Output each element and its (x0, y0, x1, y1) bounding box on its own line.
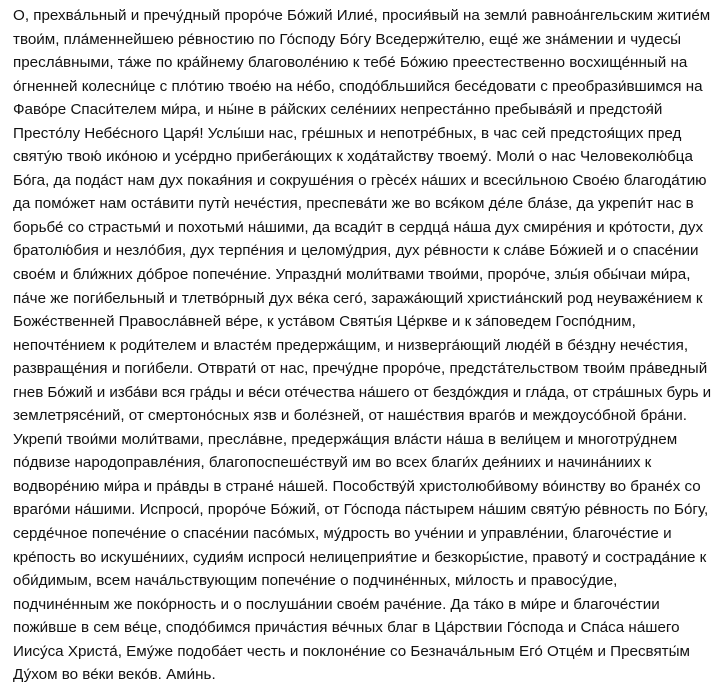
text-line: подчине́нным же поко́рность и о послуша́нии свое́м раче́ние. Да та́ко в ми́ре и благоче́стии (13, 595, 660, 613)
text-line: святу́ю твою́ ико́ною и усе́рдно прибега́ющих к хода́тайству твоему́. Моли́ о нас Человеколю́бца (13, 148, 693, 166)
text-line: Иису́са Христа́, Ему́же подоба́ет честь и поклоне́ние со Безнача́льным Его́ Отце́м и Пресвяты́м (13, 642, 690, 660)
text-line: по́двизе народоправле́ния, благопоспеше́ствуй им во всех благи́х дея́ниих и начина́ниих к (13, 454, 652, 472)
prayer-text (13, 4, 711, 687)
text-line: твои́м, пла́меннейшею ре́вностию по Го́споду Бо́гу Вседержи́телю, еще́ же зна́мении и чудесы́ (13, 30, 682, 48)
text-line: развраще́ния и поги́бели. Отврати́ от нас, пречу́дне проро́че, предста́тельством твои́м пра́ведный (13, 360, 708, 378)
text-line: оби́димым, всем нача́льствующим попече́ние о подчине́нных, ми́лость и правосу́дие, (13, 572, 618, 590)
text-line: пресла́вными, та́же по кра́йнему благоволе́нию к тебе́ Бо́жию преестественно восхище́нный на (13, 54, 688, 72)
text-line: О, прехва́льный и пречу́дный проро́че Бо́жий Илие́, просия́вый на земли́ равноа́нгельским житие́м (13, 7, 711, 24)
text-line: свое́м и бли́жних до́брое попече́ние. Упраздни́ моли́твами твои́ми, проро́че, злы́я обы́чаи ми́ра, (13, 266, 691, 284)
text-line: враго́ми на́шими. Испроси́, проро́че Бо́жий, от Го́спода па́стырем на́шим святу́ю ре́вность по Бо́гу, (13, 501, 709, 519)
text-line: Престо́лу Небе́сного Царя́! Услы́ши нас, гре́шных и непотре́бных, в час сей предстоя́щих пред (13, 124, 682, 142)
text-line: гнев Бо́жий и изба́ви вся гра́ды и ве́си оте́чества на́шего от бездо́ждия и гла́да, от стра́шных бурь и (13, 383, 712, 401)
text-line: о́гненней колесни́це с пло́тию твое́ю на не́бо, сподо́бльшийся бесе́довати с преобрази́вшимся на (13, 77, 703, 95)
text-line: землетрясе́ний, от смертоно́сных язв и боле́зней, от наше́ствия враго́в и междоусо́бной бра́ни. (13, 407, 687, 425)
text-line: па́че же поги́бельный и тлетво́рный дух ве́ка сего́, заража́ющий христиа́нский род неуваже́нием к (13, 289, 703, 307)
text-line: Укрепи́ твои́ми моли́твами, пресла́вне, предержа́щия вла́сти на́ша в вели́цем и многотру́днем (13, 430, 678, 448)
text-line: Бо́га, да пода́ст нам дух покая́ния и сокруше́ния о грѐсе́х на́ших и всеси́льною Свое́ю благода́тию (13, 171, 707, 189)
text-line: братолю́бия и незло́бия, дух терпе́ния и целому́дрия, дух ре́вности к сла́ве Бо́жией и о спасе́нии (13, 242, 699, 260)
text-line: серде́чное попече́ние о спасе́нии пасо́мых, му́дрость во уче́нии и управле́нии, благоче́стие и (13, 525, 672, 543)
text-line: борьбе́ со страстьми́ и похотьми́ на́шими, да всади́т в сердца́ на́ша дух смире́ния и кро́тости, дух (13, 218, 704, 236)
text-line: Ду́хом во ве́ки веко́в. Ами́нь. (13, 666, 216, 684)
text-line: Боже́ственней Правосла́вней ве́ре, к уста́вом Святы́я Це́ркве и к за́поведем Госпо́дним, (13, 313, 636, 331)
text-line: пожи́вше в сем ве́це, сподо́бимся прича́стия ве́чных благ в Ца́рствии Го́спода и Спа́са на́шего (13, 619, 680, 637)
text-line: да помо́жет нам оста́вити путѝ нече́стия, преспева́ти же во вся́ком де́ле бла́зе, да укрепи́т нас в (13, 195, 694, 213)
text-line: водворе́нию ми́ра и пра́вды в стране́ на́шей. Пособству́й христолюби́вому во́инству во бране́х со (13, 477, 701, 495)
text-line: непочте́нием к роди́телем и власте́м предержа́щим, и низверга́ющий люде́й в бе́здну нече́стия, (13, 336, 689, 354)
text-line: кре́пость во искуше́ниих, судия́м испроси́ нелицеприя́тие и безкоры́стие, правоту́ и сострада́ние к (13, 548, 707, 566)
text-line: Фаво́ре Спаси́телем ми́ра, и ны́не в ра́йских селе́ниих непреста́нно пребыва́яй и предстоя́й (13, 101, 663, 119)
